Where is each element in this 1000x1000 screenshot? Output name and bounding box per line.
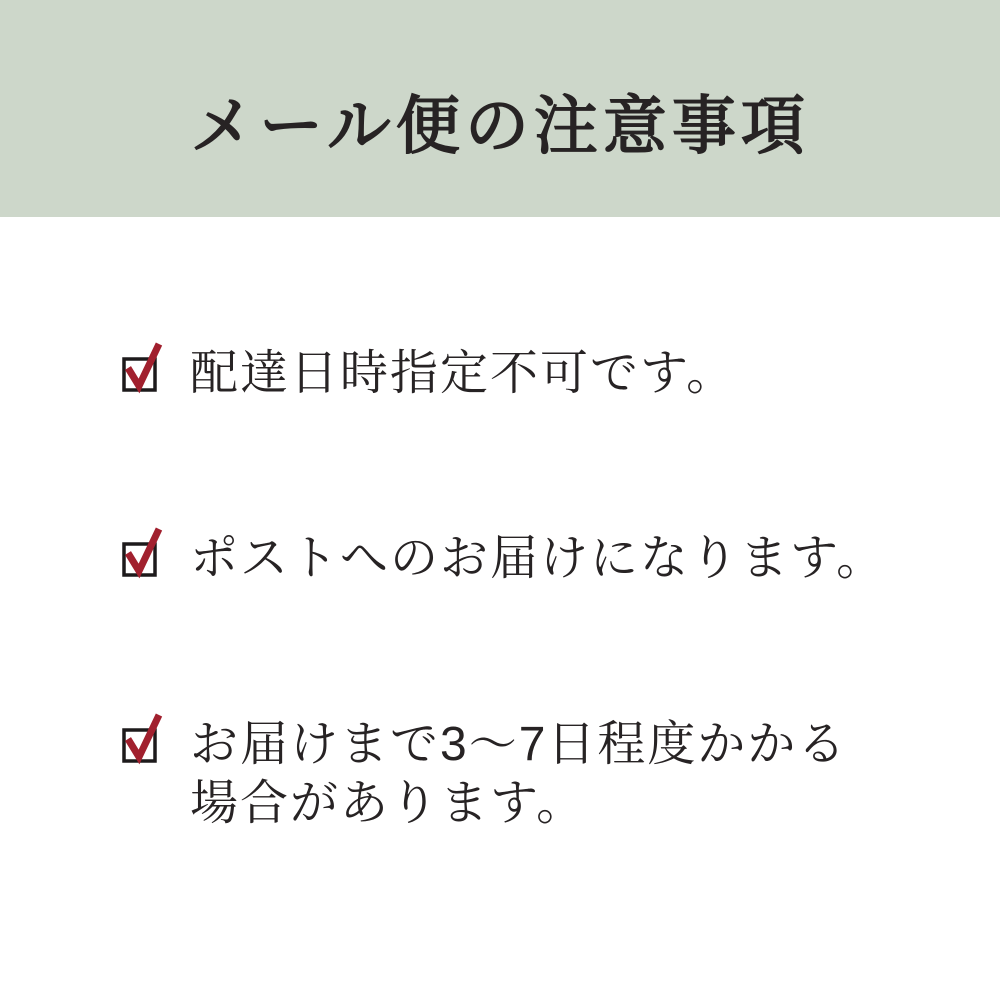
header-band	[0, 0, 1000, 217]
notice-item-delivery-time	[118, 338, 736, 403]
checkbox-checked-icon	[118, 523, 164, 579]
checkbox-checked-icon	[118, 709, 164, 765]
notice-item-delivery-days	[118, 709, 847, 833]
checkbox-checked-icon	[118, 338, 164, 394]
notice-item-text	[190, 344, 736, 403]
page-title: メール便の注意事項	[190, 89, 810, 162]
notice-item-line: 場合があります。	[190, 777, 587, 830]
notice-item-line: 配達日時指定不可です。	[190, 347, 737, 400]
notice-item-mailbox	[118, 523, 886, 588]
notice-item-text	[190, 529, 886, 588]
notice-item-line: ポストへのお届けになります。	[190, 532, 887, 585]
notice-item-line: お届けまで3〜7日程度かかる	[190, 718, 848, 771]
notice-item-text	[190, 715, 847, 833]
